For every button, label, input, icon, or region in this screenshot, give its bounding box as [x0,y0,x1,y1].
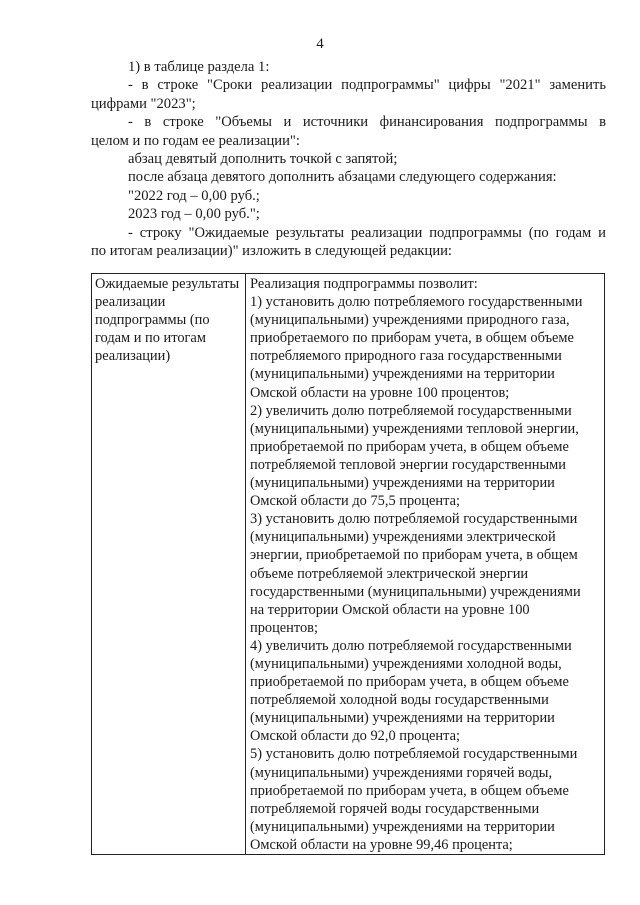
paragraph: - строку "Ожидаемые результаты реализации подпрограммы (по годам и [128,224,606,241]
expected-results-table [91,273,605,855]
content-line: приобретаемой по приборам учета, в общем объеме [250,782,569,799]
content-line: 1) установить долю потребляемого государственными [250,294,583,311]
content-line: (муниципальными) учреждениями на территории [250,818,555,835]
content-line: Реализация подпрограммы позволит: [250,276,478,292]
content-line: приобретаемой по приборам учета, в общем объеме [250,438,569,455]
content-line: на территории Омской области на уровне 100 [250,601,530,618]
content-line: процентов; [250,619,318,636]
content-line: (муниципальными) учреждениями электрической [250,529,556,546]
content-line: 4) увеличить долю потребляемой государственными [250,637,572,654]
row-heading-line: реализации [95,294,166,311]
paragraph: - в строке "Объемы и источники финансирования подпрограммы в [128,114,606,131]
paragraph: 2023 год – 0,00 руб."; [128,206,260,223]
content-line: потребляемой холодной воды государственными [250,692,549,709]
content-line: Омской области на уровне 100 процентов; [250,384,510,401]
paragraph: 1) в таблице раздела 1: [128,59,270,75]
content-line: энергии, приобретаемой по приборам учета, в общем [250,547,578,564]
content-line: потребляемой тепловой энергии государственными [250,456,566,473]
content-line: 5) установить долю потребляемой государственными [250,746,578,763]
row-heading-line: подпрограммы (по [95,312,210,329]
content-line: (муниципальными) учреждениями на территории [250,710,555,727]
content-line: (муниципальными) учреждениями холодной воды, [250,655,562,672]
content-line: объеме потребляемой электрической энергии [250,565,529,582]
amendment-text [91,58,606,260]
paragraph: - в строке "Сроки реализации подпрограммы" цифры "2021" заменить [128,77,606,94]
paragraph: цифрами "2023"; [91,95,196,112]
paragraph: "2022 год – 0,00 руб.; [128,187,260,204]
page-number: 4 [316,36,324,52]
content-line: приобретаемой по приборам учета, в общем объеме [250,674,569,691]
content-line: Омской области до 75,5 процента; [250,493,460,510]
paragraph: абзац девятый дополнить точкой с запятой; [128,151,398,168]
content-line: потребляемой горячей воды государственными [250,800,540,817]
paragraph: после абзаца девятого дополнить абзацами следующего содержания: [128,169,557,186]
content-line: (муниципальными) учреждениями на территории [250,366,555,383]
row-content-cell [246,274,605,855]
content-line: государственными (муниципальными) учреждениями [250,583,581,600]
row-heading-line: Ожидаемые результаты [95,276,240,292]
content-line: Омской области до 92,0 процента; [250,728,460,745]
content-line: Омской области на уровне 99,46 процента; [250,836,513,853]
content-line: (муниципальными) учреждениями горячей воды, [250,764,553,781]
row-heading-line: реализации) [95,348,171,365]
table-row [92,274,605,855]
content-line: потребляемого природного газа государственными [250,348,562,365]
content-line: (муниципальными) учреждениями тепловой энергии, [250,420,579,437]
content-line: приобретаемого по приборам учета, в общем объеме [250,330,574,347]
row-heading-cell [92,274,246,855]
paragraph: целом и по годам ее реализации": [91,132,300,149]
content-line: (муниципальными) учреждениями природного газа, [250,312,570,329]
content-line: 3) установить долю потребляемой государственными [250,511,578,528]
paragraph: по итогам реализации)" изложить в следующей редакции: [91,243,452,260]
content-line: (муниципальными) учреждениями на территории [250,475,555,492]
content-line: 2) увеличить долю потребляемой государственными [250,402,572,419]
row-heading-line: годам и по итогам [95,330,206,347]
